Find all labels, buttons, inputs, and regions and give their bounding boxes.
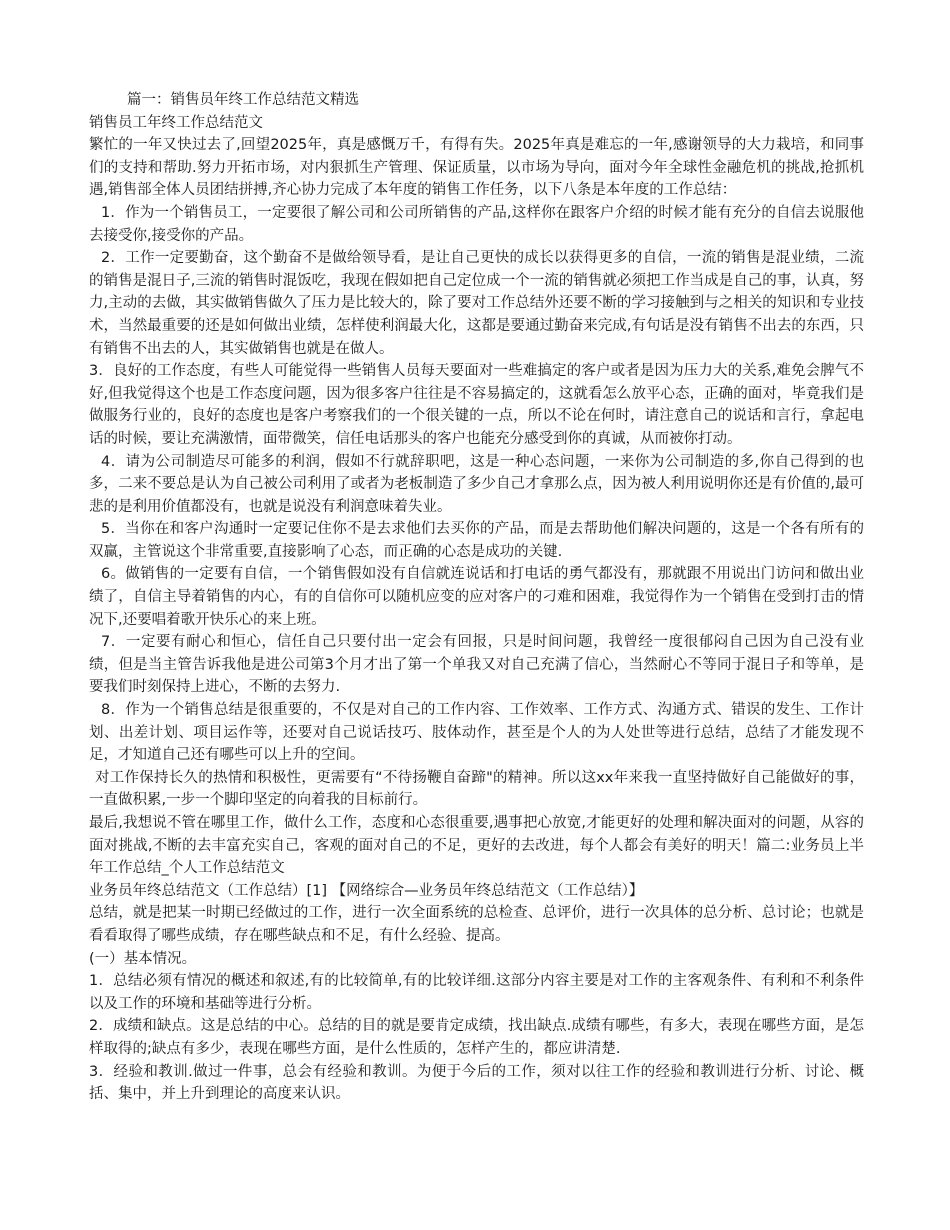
definition-paragraph: 总结，就是把某一时期已经做过的工作，进行一次全面系统的总检查、总评价，进行一次具体的总分析、总讨论；也就是看看取得了哪些成绩，存在哪些缺点和不足，有什么经验、提高。 <box>89 905 864 944</box>
final-paragraph: 最后,我想说不管在哪里工作，做什么工作，态度和心态很重要,遇事把心放宽,才能更好的处理和解决面对的问题，从容的面对挑战,不断的去丰富充实自己，客观的面对自己的不足，更好的去改进，每个人都会有美好的明天！篇二:业务员上半年工作总结_个人工作总结范文 <box>89 815 864 877</box>
passion-paragraph: 对工作保持长久的热情和积极性，更需要有“不待扬鞭自奋蹄"的精神。所以这xx年来我一直坚持做好自己能做好的事，一直做积累,一步一个脚印坚定的向着我的目标前行。 <box>89 769 864 809</box>
summary-item-5: 5．当你在和客户沟通时一定要记住你不是去求他们去买你的产品，而是去帮助他们解决问题的，这是一个各有所有的双赢，主管说这个非常重要,直接影响了心态，而正确的心态是成功的关键. <box>89 521 864 560</box>
summary-item-6: 6。做销售的一定要有自信，一个销售假如没有自信就连说话和打电话的勇气都没有，那就跟不用说出门访问和做出业绩了，自信主导着销售的内心，有的自信你可以随机应变的应对客户的刁难和困难，我觉得作为一个销售在受到打击的情况下,还要唱着歌开快乐心的来上班。 <box>89 566 864 628</box>
basic-item-1: 1．总结必须有情况的概述和叙述,有的比较简单,有的比较详细.这部分内容主要是对工作的主客观条件、有利和不利条件以及工作的环境和基础等进行分析。 <box>89 973 864 1012</box>
summary-item-2: 2．工作一定要勤奋，这个勤奋不是做给领导看，是让自己更快的成长以获得更多的自信，一流的销售是混业绩，二流的销售是混日子,三流的销售时混饭吃，我现在假如把自己定位成一个一流的销售就必须把工作当成是自己的事，认真，努力,主动的去做，其实做销售做久了压力是比较大的，除了要对工作总结外还要不断的学习接触到与之相关的知识和专业技术，当然最重要的还是如何做出业绩，怎样使利润最大化，这都是要通过勤奋来完成,有句话是没有销售不出去的东西，只有销售不出去的人，其实做销售也就是在做人。 <box>89 250 864 357</box>
summary-item-8: 8．作为一个销售总结是很重要的，不仅是对自己的工作内容、工作效率、工作方式、沟通方式、错误的发生、工作计划、出差计划、项目运作等，还要对自己说话技巧、肢体动作，甚至是个人的为人处世等进行总结，总结了才能发现不足，才知道自己还有哪些可以上升的空间。 <box>89 702 864 764</box>
document-page <box>89 89 864 1106</box>
summary-item-4: 4．请为公司制造尽可能多的利润，假如不行就辞职吧，这是一种心态问题，一来你为公司制造的多,你自己得到的也多，二来不要总是认为自己被公司利用了或者为老板制造了多少自己才拿那么点，因为被人利用说明你还是有价值的,最可悲的是利用价值都没有，也就是说没有利润意味着失业。 <box>89 453 864 515</box>
basic-item-3: 3．经验和教训.做过一件事，总会有经验和教训。为便于今后的工作，须对以往工作的经验和教训进行分析、讨论、概括、集中，并上升到理论的高度来认识。 <box>89 1063 864 1103</box>
summary-item-7: 7．一定要有耐心和恒心，信任自己只要付出一定会有回报，只是时间问题，我曾经一度很郁闷自己因为自己没有业绩，但是当主管告诉我他是进公司第3个月才出了第一个单我又对自己充满了信心，当然耐心不等同于混日子和等单，是要我们时刻保持上进心，不断的去努力. <box>89 634 864 696</box>
intro-paragraph: 繁忙的一年又快过去了,回望2025年，真是感慨万千，有得有失。2025年真是难忘的一年,感谢领导的大力栽培，和同事们的支持和帮助.努力开拓市场，对内狠抓生产管理、保证质量，以市场为导向，面对今年全球性金融危机的挑战,抢抓机遇,销售部全体人员团结拼搏,齐心协力完成了本年度的销售工作任务，以下八条是本年度的工作总结： <box>89 137 864 199</box>
basic-item-2: 2．成绩和缺点。这是总结的中心。总结的目的就是要肯定成绩，找出缺点.成绩有哪些，有多大，表现在哪些方面，是怎样取得的;缺点有多少，表现在哪些方面，是什么性质的，怎样产生的，都应讲清楚. <box>89 1018 864 1057</box>
basic-situation-heading: (一）基本情况。 <box>89 950 197 967</box>
document-title: 销售员工年终工作总结范文 <box>89 114 263 131</box>
summary-item-3: 3．良好的工作态度，有些人可能觉得一些销售人员每天要面对一些难搞定的客户或者是因为压力大的关系,难免会脾气不好,但我觉得这个也是工作态度问题，因为很多客户往往是不容易搞定的，这就看怎么放平心态，正确的面对，毕竟我们是做服务行业的，良好的态度也是客户考察我们的一个很关键的一点，所以不论在何时，请注意自己的说话和言行，拿起电话的时候，要让充满激情，面带微笑，信任电话那头的客户也能充分感受到你的真诚，从而被你打动。 <box>89 363 864 447</box>
reference-line: 业务员年终总结范文（工作总结）[1] 【网络综合—业务员年终总结范文（工作总结）】 <box>89 882 644 899</box>
summary-item-1: 1．作为一个销售员工，一定要很了解公司和公司所销售的产品,这样你在跟客户介绍的时候才能有充分的自信去说服他去接受你,接受你的产品。 <box>89 204 864 244</box>
section-title: 篇一：销售员年终工作总结范文精选 <box>127 92 359 108</box>
